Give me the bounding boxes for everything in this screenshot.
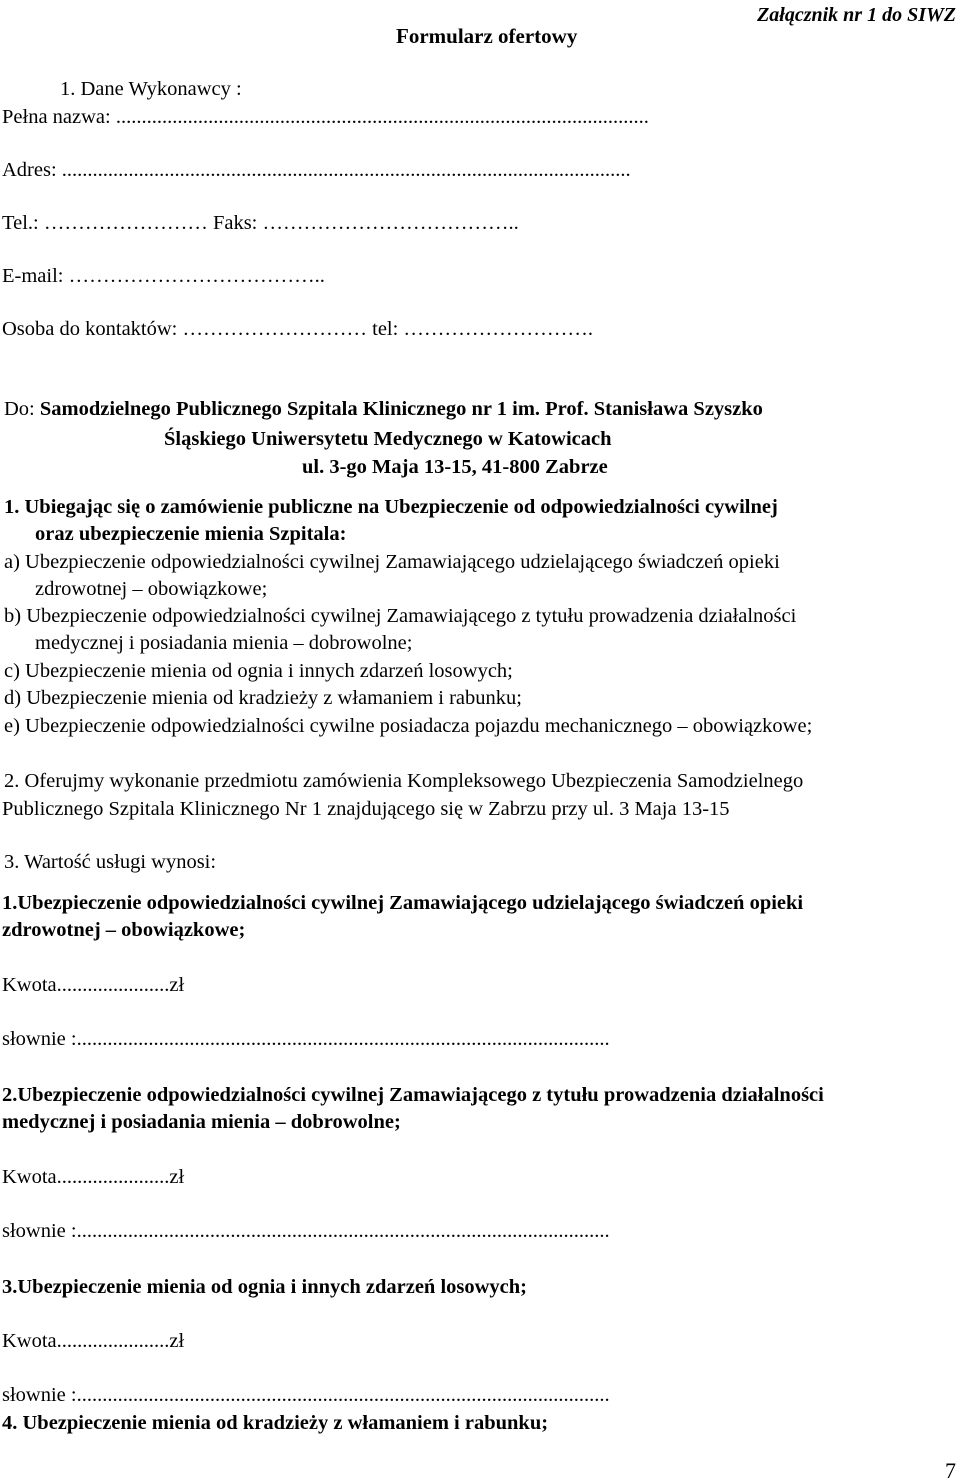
list-item-cont: medycznej i posiadania mienia – dobrowolne; (35, 632, 413, 654)
recipient-prefix: Do: (4, 398, 40, 420)
section-title: 4. Ubezpieczenie mienia od kradzieży z włamaniem i rabunku; (2, 1412, 549, 1434)
list-item: e) Ubezpieczenie odpowiedzialności cywilne posiadacza pojazdu mechanicznego – obowiązkowe; (4, 715, 813, 737)
amount-words-field[interactable]: słownie :........................................................................................................ (2, 1384, 610, 1406)
recipient-address: ul. 3-go Maja 13-15, 41-800 Zabrze (302, 456, 608, 478)
address-field[interactable]: Adres: ............................................................................................................... (2, 159, 631, 181)
contact-person-field[interactable]: Osoba do kontaktów: ……………………… tel: ………………………. (2, 318, 594, 340)
recipient-line-2: Śląskiego Uniwersytetu Medycznego w Katowicach (164, 428, 612, 450)
recipient-name: Samodzielnego Publicznego Szpitala Klinicznego nr 1 im. Prof. Stanisława Szyszko (39, 398, 763, 420)
section-title-cont: medycznej i posiadania mienia – dobrowolne; (2, 1111, 401, 1133)
list-item: d) Ubezpieczenie mienia od kradzieży z włamaniem i rabunku; (4, 687, 522, 709)
offer-line-1: 2. Oferujmy wykonanie przedmiotu zamówienia Kompleksowego Ubezpieczenia Samodzielnego (4, 770, 804, 792)
section-title-cont: zdrowotnej – obowiązkowe; (2, 919, 246, 941)
form-title: Formularz ofertowy (396, 24, 578, 48)
list-item: b) Ubezpieczenie odpowiedzialności cywilnej Zamawiającego z tytułu prowadzenia działalności (4, 605, 797, 627)
list-item: c) Ubezpieczenie mienia od ognia i innych zdarzeń losowych; (4, 660, 513, 682)
page-number: 7 (945, 1458, 956, 1483)
full-name-field[interactable]: Pełna nazwa: ........................................................................................................ (2, 106, 649, 128)
offer-line-2: Publicznego Szpitala Klinicznego Nr 1 znajdującego się w Zabrzu przy ul. 3 Maja 13-15 (2, 798, 730, 820)
amount-field[interactable]: Kwota......................zł (2, 974, 185, 996)
amount-field[interactable]: Kwota......................zł (2, 1166, 185, 1188)
amount-field[interactable]: Kwota......................zł (2, 1330, 185, 1352)
section-title: 2.Ubezpieczenie odpowiedzialności cywilnej Zamawiającego z tytułu prowadzenia działalności (2, 1084, 824, 1106)
section-title: 1.Ubezpieczenie odpowiedzialności cywilnej Zamawiającego udzielającego świadczeń opieki (2, 892, 804, 914)
amount-words-field[interactable]: słownie :........................................................................................................ (2, 1028, 610, 1050)
contractor-heading: 1. Dane Wykonawcy : (60, 78, 242, 100)
amount-words-field[interactable]: słownie :........................................................................................................ (2, 1220, 610, 1242)
email-field[interactable]: E-mail: ……………………………….. (2, 265, 325, 287)
recipient-line-1 (4, 396, 763, 422)
tender-intro-line-1: 1. Ubiegając się o zamówienie publiczne na Ubezpieczenie od odpowiedzialności cywilnej (4, 496, 778, 518)
list-item-cont: zdrowotnej – obowiązkowe; (35, 578, 268, 600)
section-title: 3.Ubezpieczenie mienia od ognia i innych zdarzeń losowych; (2, 1276, 528, 1298)
list-item: a) Ubezpieczenie odpowiedzialności cywilnej Zamawiającego udzielającego świadczeń opieki (4, 551, 780, 573)
phone-fax-field[interactable]: Tel.: …………………… Faks: ……………………………….. (2, 212, 519, 234)
annex-label: Załącznik nr 1 do SIWZ (757, 4, 956, 26)
tender-intro-line-2: oraz ubezpieczenie mienia Szpitala: (35, 523, 347, 545)
value-heading: 3. Wartość usługi wynosi: (4, 851, 217, 873)
